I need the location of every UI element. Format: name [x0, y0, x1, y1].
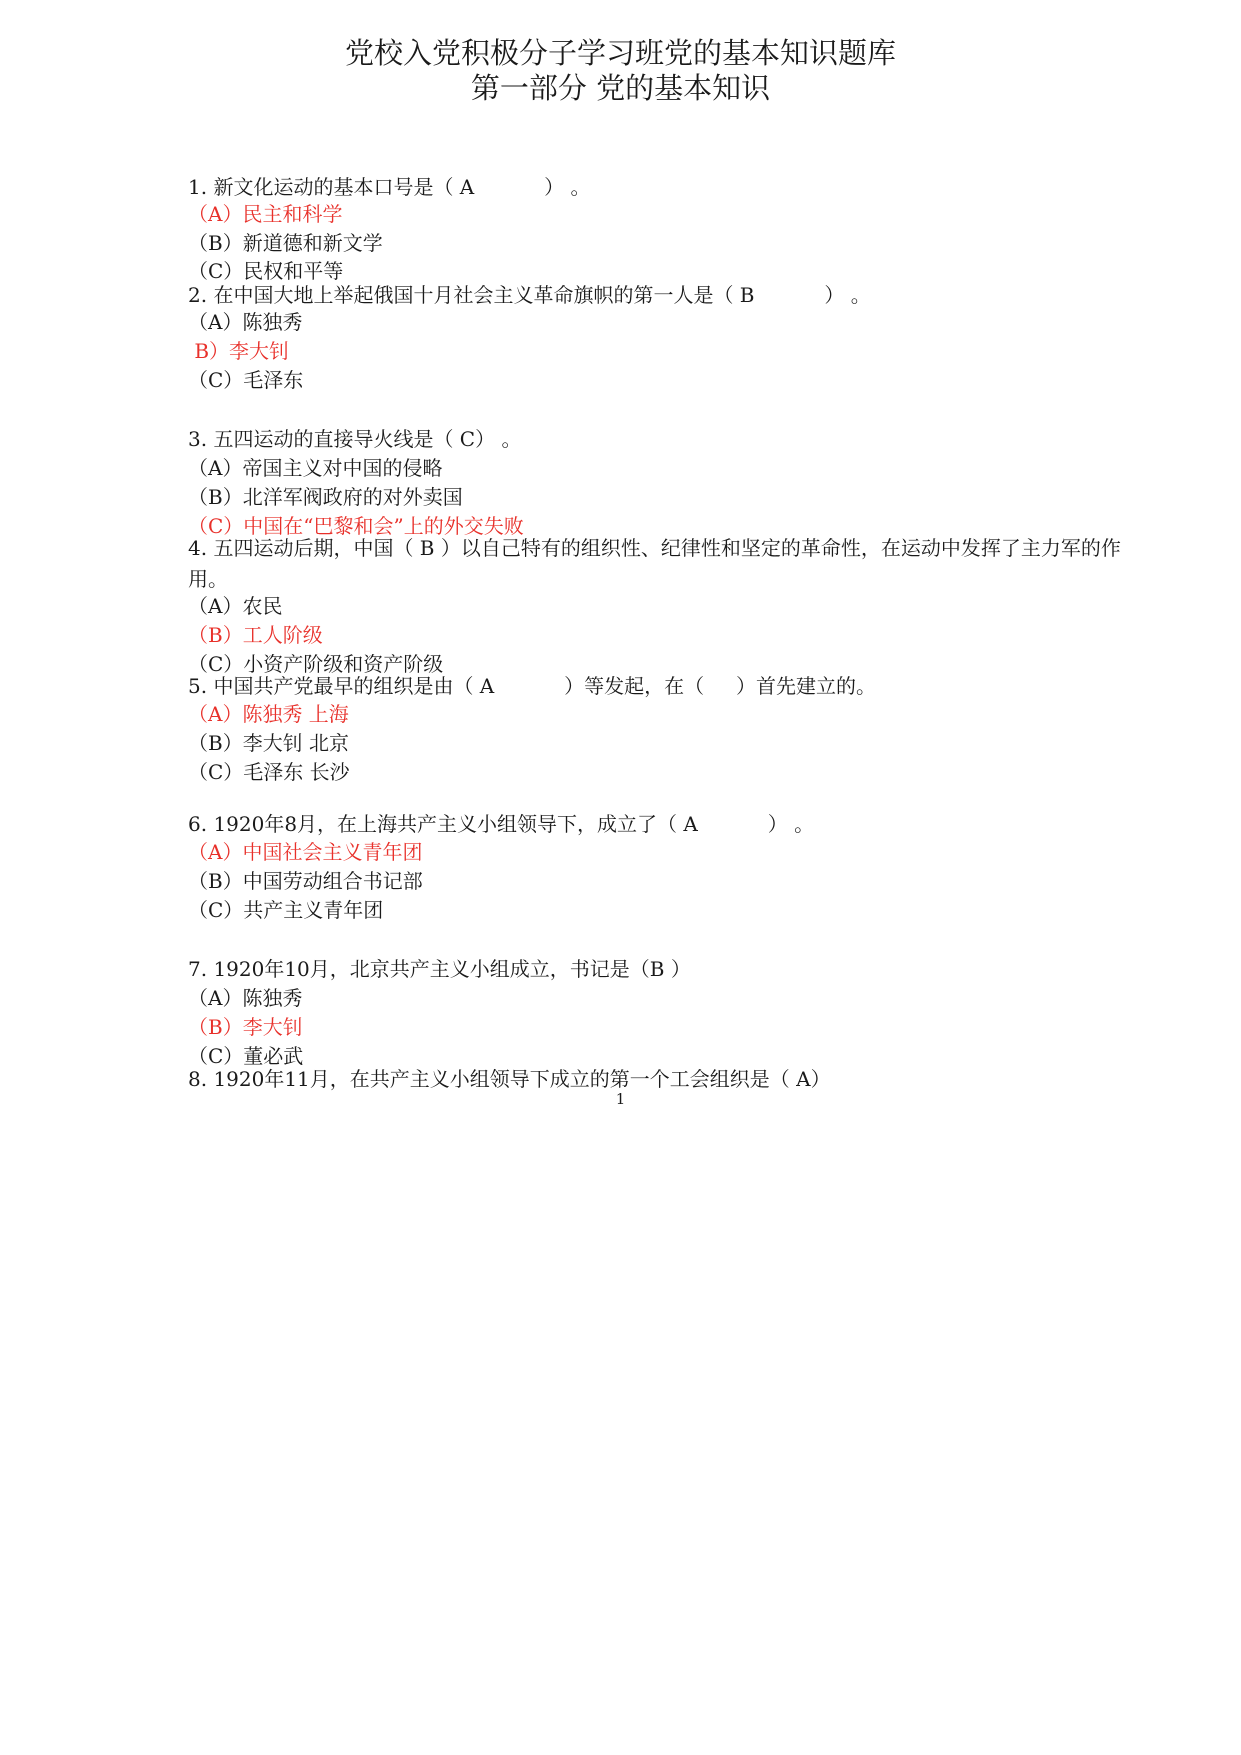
question-4-option-b: （B）工人阶级	[188, 623, 323, 647]
page-number: 1	[615, 1090, 626, 1108]
question-7-stem: 7. 1920年10月，北京共产主义小组成立，书记是（B ）	[188, 957, 691, 981]
question-6-option-c: （C）共产主义青年团	[188, 898, 384, 922]
question-1-option-c: （C）民权和平等	[188, 259, 344, 283]
question-2-option-b: B）李大钊	[188, 339, 290, 363]
question-3-option-a: （A）帝国主义对中国的侵略	[188, 456, 443, 480]
question-6-option-a: （A）中国社会主义青年团	[188, 840, 423, 864]
question-5-stem: 5. 中国共产党最早的组织是由（ A ）等发起，在（ ）首先建立的。	[188, 674, 876, 698]
question-7-option-b: （B）李大钊	[188, 1015, 303, 1039]
question-7-option-a: （A）陈独秀	[188, 986, 303, 1010]
question-1-option-b: （B）新道德和新文学	[188, 231, 383, 255]
question-7-option-c: （C）董必武	[188, 1044, 304, 1068]
question-5-option-c: （C）毛泽东 长沙	[188, 760, 350, 784]
question-5-option-b: （B）李大钊 北京	[188, 731, 350, 755]
question-6-stem: 6. 1920年8月，在上海共产主义小组领导下，成立了（ A ） 。	[188, 812, 815, 836]
question-5-option-a: （A）陈独秀 上海	[188, 702, 349, 726]
question-2-option-c: （C）毛泽东	[188, 368, 304, 392]
question-2-option-a: （A）陈独秀	[188, 310, 303, 334]
question-1-option-a: （A）民主和科学	[188, 202, 343, 226]
question-4-option-a: （A）农民	[188, 594, 283, 618]
question-6-option-b: （B）中国劳动组合书记部	[188, 869, 423, 893]
question-2-stem: 2. 在中国大地上举起俄国十月社会主义革命旗帜的第一人是（ B ） 。	[188, 283, 871, 307]
question-8-stem: 8. 1920年11月，在共产主义小组领导下成立的第一个工会组织是（ A）	[188, 1067, 831, 1091]
question-1-stem: 1. 新文化运动的基本口号是（ A ） 。	[188, 175, 591, 199]
document-subtitle: 第一部分 党的基本知识	[470, 71, 771, 105]
question-4-option-c: （C）小资产阶级和资产阶级	[188, 652, 444, 676]
question-3-option-b: （B）北洋军阀政府的对外卖国	[188, 485, 463, 509]
question-3-option-c: （C）中国在“巴黎和会”上的外交失败	[188, 514, 524, 538]
question-3-stem: 3. 五四运动的直接导火线是（ C） 。	[188, 427, 522, 451]
document-title: 党校入党积极分子学习班党的基本知识题库	[344, 36, 896, 70]
question-4-stem: 4. 五四运动后期，中国（ B ）以自己特有的组织性、纪律性和坚定的革命性，在运动中发挥了主力军的作用。	[188, 536, 1121, 591]
